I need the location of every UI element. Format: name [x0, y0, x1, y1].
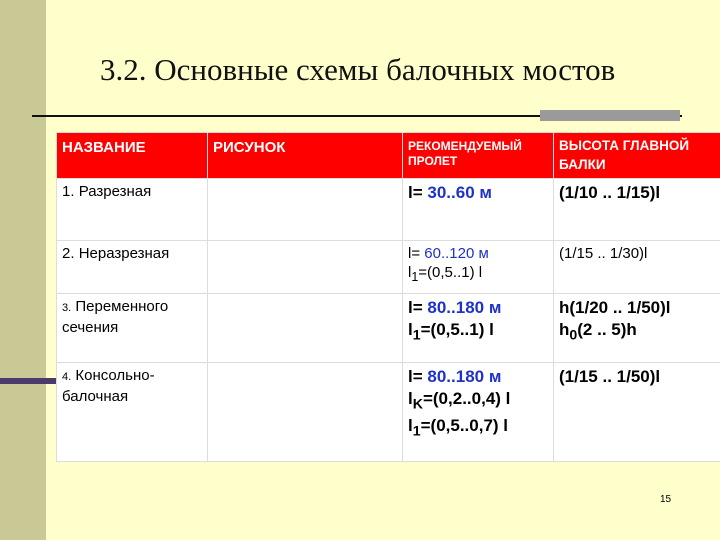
span-formula-sub: 1 — [411, 270, 419, 284]
row-name — [57, 241, 208, 294]
height-formula: h(1/20 .. 1/50)l — [559, 298, 671, 317]
row-number: 3. — [62, 302, 72, 314]
row-height: (1/10 .. 1/15)l — [554, 179, 720, 241]
height-formula-h: h — [559, 320, 570, 339]
page-number: 15 — [660, 494, 672, 505]
table-row — [57, 179, 720, 241]
table-header-row — [57, 133, 720, 179]
row-span — [403, 294, 554, 363]
row-name-text-line2: балочная — [62, 388, 129, 405]
span-formula-sub: 1 — [412, 423, 421, 440]
table-row — [57, 241, 720, 294]
row-number: 4. — [62, 371, 72, 383]
row-name-text: Консольно- — [75, 367, 155, 384]
span-formula-l: l — [408, 389, 413, 408]
span-value: 60..120 м — [424, 245, 489, 262]
span-value: 80..180 м — [427, 367, 502, 386]
row-name — [57, 294, 208, 363]
row-picture — [208, 363, 403, 462]
table-row — [57, 294, 720, 363]
span-formula: =(0,5..1) l — [420, 320, 494, 339]
header-name: НАЗВАНИЕ — [57, 133, 208, 179]
row-name-text-line2: сечения — [62, 319, 119, 336]
header-height — [554, 133, 720, 179]
header-height-line2: БАЛКИ — [559, 157, 606, 172]
side-accent-bar — [0, 378, 60, 384]
span-prefix: l= — [408, 298, 423, 317]
span-formula-l: l — [408, 416, 413, 436]
row-name — [57, 179, 208, 241]
header-span — [403, 133, 554, 179]
header-span-line1: РЕКОМЕНДУЕМЫЙ — [408, 139, 522, 153]
height-formula-rest: (2 .. 5)h — [577, 320, 637, 339]
side-decor-bar — [0, 0, 46, 540]
span-formula-l: l — [408, 264, 412, 281]
row-height — [554, 294, 720, 363]
height-formula-sub: 0 — [569, 327, 578, 344]
span-formula: =(0,2..0,4) l — [422, 389, 511, 408]
span-prefix: l= — [408, 245, 421, 262]
row-span — [403, 241, 554, 294]
header-span-line2: ПРОЛЕТ — [408, 154, 458, 168]
row-height: (1/15 .. 1/30)l — [554, 241, 720, 294]
row-height: (1/15 .. 1/50)l — [554, 363, 720, 462]
span-value: 80..180 м — [427, 298, 502, 317]
span-formula-sub: K — [412, 396, 423, 413]
header-height-line1: ВЫСОТА ГЛАВНОЙ — [559, 138, 690, 153]
span-formula-l: l — [408, 320, 413, 339]
row-name-text: Разрезная — [78, 183, 152, 200]
row-picture — [208, 294, 403, 363]
row-name-text: Неразрезная — [78, 245, 170, 262]
row-number: 1. — [62, 183, 75, 200]
span-formula: =(0,5..0,7) l — [420, 416, 509, 436]
span-prefix: l= — [408, 183, 423, 202]
row-picture — [208, 179, 403, 241]
header-picture: РИСУНОК — [208, 133, 403, 179]
span-formula-sub: 1 — [412, 327, 421, 344]
span-value: 30..60 м — [427, 183, 492, 202]
row-number: 2. — [62, 245, 75, 262]
row-span — [403, 179, 554, 241]
row-span — [403, 363, 554, 462]
bridge-schemes-table — [56, 132, 720, 462]
row-name — [57, 363, 208, 462]
page-title: 3.2. Основные схемы балочных мостов — [100, 52, 616, 87]
span-prefix: l= — [408, 367, 423, 386]
title-underline-block — [540, 110, 680, 121]
row-picture — [208, 241, 403, 294]
row-name-text: Переменного — [75, 298, 169, 315]
span-formula: =(0,5..1) l — [418, 264, 483, 281]
table-row — [57, 363, 720, 462]
